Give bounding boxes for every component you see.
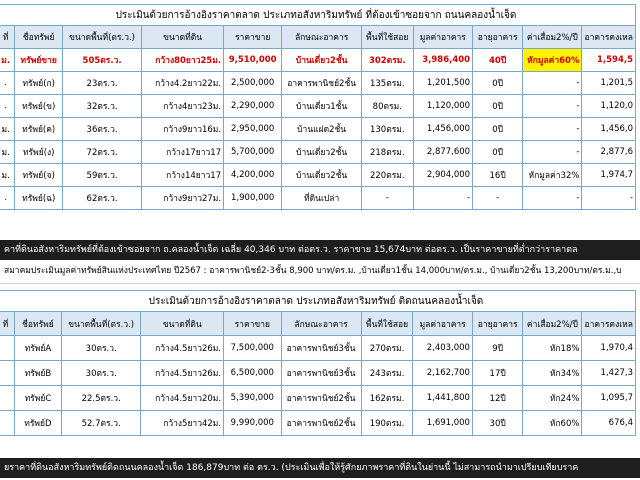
table-cell: กว้าง4.5ยาว26ม.	[141, 336, 224, 361]
column-header: ที่	[0, 26, 15, 49]
table-cell: 1,691,000	[413, 411, 473, 436]
table-cell: 0ปี	[473, 72, 523, 95]
table-cell: ม.	[0, 141, 15, 164]
table-cell: -	[413, 187, 473, 210]
table-cell: ทรัพย์(ฉ)	[15, 187, 63, 210]
table-cell: กว้าง14ยาว17	[142, 164, 224, 187]
table-cell: กว้าง4ยาว23ม.	[142, 95, 224, 118]
table-row	[0, 49, 636, 72]
table-cell: 0ปี	[473, 141, 523, 164]
table-cell: ทรัพย์A	[14, 336, 61, 361]
column-header: ชื่อทรัพย์	[14, 312, 61, 336]
table-cell: ทรัพย์(ง)	[15, 141, 63, 164]
table-cell: กว้าง9ยาว27ม.	[142, 187, 224, 210]
table-cell: 2,162,700	[413, 361, 473, 386]
table-cell: 40ปี	[473, 49, 523, 72]
table-cell: 16ปี	[473, 164, 523, 187]
summary-note: ยราคาที่ดินอสังหาริมทรัพย์ติดถนนคลองน้ำเจ็ด 186,879บาท ต่อ ตร.ว. (ประเมินเพื่อให้รู้ศักยภาพราคาที่ดินในย่านนี้ ไม่สามารถนำมาเปรียบเทียบราค	[0, 458, 640, 478]
table-cell: หัก24%	[523, 386, 582, 411]
table-cell: 17ปี	[472, 361, 522, 386]
table-cell: 1,201,500	[413, 72, 473, 95]
table-cell: 62ตร.ว.	[63, 187, 142, 210]
market-comparison-table-road	[0, 290, 636, 436]
table-cell: ทรัพย์(ค)	[15, 118, 63, 141]
column-header: ลักษณะอาคาร	[282, 26, 362, 49]
divider	[0, 283, 640, 284]
table-cell: 218ตรม.	[362, 141, 413, 164]
table-cell: บ้านเดี่ยว1ชั้น	[282, 95, 362, 118]
column-header: มูลค่าอาคาร	[413, 26, 473, 49]
table-cell: อาคารพานิชย์3ชั้น	[281, 336, 361, 361]
table-cell: กว้าง4.5ยาว20ม.	[141, 386, 224, 411]
table-cell: 0ปี	[473, 118, 523, 141]
table-cell: 80ตรม.	[362, 95, 413, 118]
table-cell: 2,500,000	[224, 72, 282, 95]
table-cell: 32ตร.ว.	[63, 95, 142, 118]
table-cell: 270ตรม.	[361, 336, 413, 361]
table-cell: หักมูลค่า32%	[523, 164, 582, 187]
table-row	[0, 336, 636, 361]
table-cell: บ้านเดี่ยว2ชั้น	[282, 49, 362, 72]
table-cell: 676,4	[582, 411, 636, 436]
table-cell: ที่ดินเปล่า	[282, 187, 362, 210]
table-cell: กว้าง4.5ยาว26ม.	[141, 361, 224, 386]
table-cell: 130ตรม.	[362, 118, 413, 141]
table-cell: 1,974,7	[582, 164, 636, 187]
table-cell: 1,120,000	[413, 95, 473, 118]
table-row	[0, 141, 636, 164]
table-cell: 52.7ตร.ว.	[61, 411, 141, 436]
table-cell: 72ตร.ว.	[63, 141, 142, 164]
table-cell: 1,427,3	[582, 361, 636, 386]
table-cell: 1,970,4	[582, 336, 636, 361]
table-cell	[0, 361, 14, 386]
column-header: อายุอาคาร	[473, 26, 523, 49]
table-row	[0, 72, 636, 95]
table-cell: 1,441,800	[413, 386, 473, 411]
table-cell: หัก60%	[523, 411, 582, 436]
table-row	[0, 411, 636, 436]
table-cell: 2,403,000	[413, 336, 473, 361]
table-cell: บ้านแฝด2ชั้น	[282, 118, 362, 141]
column-header: มูลค่าอาคาร	[413, 312, 473, 336]
table-cell: กว้าง4.2ยาว22ม.	[142, 72, 224, 95]
column-header: ราคาขาย	[224, 312, 281, 336]
table-cell: ม.	[0, 49, 15, 72]
table-cell: อาคารพานิชย์2ชั้น	[282, 72, 362, 95]
table-row	[0, 118, 636, 141]
table-cell: 1,456,000	[413, 118, 473, 141]
table-cell: ทรัพย์(ข)	[15, 95, 63, 118]
table-cell: ทรัพย์ขาย	[15, 49, 63, 72]
table-cell: -	[362, 187, 413, 210]
table-title: ประเมินด้วยการอ้างอิงราคาตลาด ประเภทอสังหาริมทรัพย์ ที่ต้องเข้าซอยจาก ถนนคลองน้ำเจ็ด	[0, 5, 636, 26]
table-row	[0, 95, 636, 118]
table-row	[0, 164, 636, 187]
table-cell: หัก18%	[523, 336, 582, 361]
table-cell: 4,200,000	[224, 164, 282, 187]
table-cell: 220ตรม.	[362, 164, 413, 187]
table-cell: -	[523, 187, 582, 210]
table-cell	[0, 411, 14, 436]
table-cell: 2,877,6	[582, 141, 636, 164]
table-cell: ม.	[0, 164, 15, 187]
column-header: ที่	[0, 312, 14, 336]
column-header: ค่าเสื่อม2%/ปี	[523, 312, 582, 336]
table-cell	[0, 336, 14, 361]
table-cell: 1,456,0	[582, 118, 636, 141]
table-cell: -	[523, 141, 582, 164]
table-row	[0, 187, 636, 210]
table-cell: บ้านเดี่ยว2ชั้น	[282, 164, 362, 187]
table-title: ประเมินด้วยการอ้างอิงราคาตลาด ประเภทอสังหาริมทรัพย์ ติดถนนคลองน้ำเจ็ด	[0, 291, 636, 312]
table-cell: ทรัพย์B	[14, 361, 61, 386]
table-cell: 59ตร.ว.	[63, 164, 142, 187]
table-row	[0, 386, 636, 411]
table-cell: กว้าง17ยาว17	[142, 141, 224, 164]
table-cell: -	[473, 187, 523, 210]
table-cell: 30ตร.ว.	[61, 336, 141, 361]
column-header: ขนาดที่ดิน	[141, 312, 224, 336]
column-header: ชื่อทรัพย์	[15, 26, 63, 49]
table-cell: 9,510,000	[224, 49, 282, 72]
table-cell: ทรัพย์C	[14, 386, 61, 411]
column-header: พื้นที่ใช้สอย	[362, 26, 413, 49]
table-cell: หัก34%	[523, 361, 582, 386]
column-header: อาคารคงเหล	[582, 312, 636, 336]
table-cell: 6,500,000	[224, 361, 281, 386]
table-cell: กว้าง9ยาว16ม.	[142, 118, 224, 141]
table-cell: 36ตร.ว.	[63, 118, 142, 141]
table-cell: 135ตรม.	[362, 72, 413, 95]
table-cell: ม.	[0, 118, 15, 141]
column-header: ขนาดที่ดิน	[142, 26, 224, 49]
table-cell: 9ปี	[472, 336, 522, 361]
table-cell: 2,877,600	[413, 141, 473, 164]
table-cell: 3,986,400	[413, 49, 473, 72]
table-cell: 7,500,000	[224, 336, 281, 361]
table-cell: 0ปี	[473, 95, 523, 118]
table-cell: 1,095,7	[582, 386, 636, 411]
table-cell: ทรัพย์(จ)	[15, 164, 63, 187]
table-cell: 162ตรม.	[361, 386, 413, 411]
table-cell: 1,120,0	[582, 95, 636, 118]
table-cell: บ้านเดี่ยว2ชั้น	[282, 141, 362, 164]
table-cell: 302ตรม.	[362, 49, 413, 72]
table-cell: อาคารพานิชย์2ชั้น	[281, 386, 361, 411]
table-cell: ทรัพย์D	[14, 411, 61, 436]
table-cell: .	[0, 187, 15, 210]
column-header: อายุอาคาร	[472, 312, 522, 336]
table-cell: -	[582, 187, 636, 210]
table-cell: 2,904,000	[413, 164, 473, 187]
table-cell: 243ตรม.	[361, 361, 413, 386]
table-cell	[0, 386, 14, 411]
column-header: ราคาขาย	[224, 26, 282, 49]
reference-note: สมาคมประเมินมูลค่าทรัพย์สินแห่งประเทศไทย ปี2567 : อาคารพานิชย์2-3ชั้น 8,900 บาท/ตร.ม. ,บ้านเดี่ยว1ชั้น 14,000บาท/ตร.ม., บ้านเดี่ยว2ชั้น 13,200บาท/ตร.ม.,บ	[4, 266, 622, 276]
table-cell: .	[0, 72, 15, 95]
table-cell: 5,390,000	[224, 386, 281, 411]
table-cell: อาคารพานิชย์3ชั้น	[281, 361, 361, 386]
table-cell: 12ปี	[472, 386, 522, 411]
table-cell: 1,900,000	[224, 187, 282, 210]
table-cell: -	[523, 118, 582, 141]
table-cell: 30ตร.ว.	[61, 361, 141, 386]
table-cell: 23ตร.ว.	[63, 72, 142, 95]
table-cell: 190ตรม.	[361, 411, 413, 436]
column-header: ขนาดพื้นที่(ตร.ว.)	[61, 312, 141, 336]
market-comparison-table-soi	[0, 4, 636, 210]
column-header: อาคารคงเหล	[582, 26, 636, 49]
table-cell: 9,990,000	[224, 411, 281, 436]
table-cell: 2,290,000	[224, 95, 282, 118]
table-cell: 30ปี	[472, 411, 522, 436]
table-cell: อาคารพานิชย์2ชั้น	[281, 411, 361, 436]
column-header: ลักษณะอาคาร	[281, 312, 361, 336]
table-cell: -	[523, 95, 582, 118]
table-cell: ทรัพย์(ก)	[15, 72, 63, 95]
table-cell: 2,950,000	[224, 118, 282, 141]
table-cell: 5,700,000	[224, 141, 282, 164]
table-row	[0, 361, 636, 386]
table-cell: -	[523, 72, 582, 95]
table-cell: กว้าง80ยาว25ม.	[142, 49, 224, 72]
table-cell: หักมูลค่า60%	[523, 49, 582, 72]
column-header: พื้นที่ใช้สอย	[361, 312, 413, 336]
summary-note: คาที่ดินอสังหาริมทรัพย์ที่ต้องเข้าซอยจาก ถ.คลองน้ำเจ็ด เฉลี่ย 40,346 บาท ต่อตร.ว. ราคาขาย 15,674บาท ต่อตร.ว. เป็นราคาขายที่ต่ำกว่าราคาตล	[0, 240, 640, 260]
table-cell: 1,201,5	[582, 72, 636, 95]
column-header: ค่าเสื่อม2%/ปี	[523, 26, 582, 49]
table-cell: 1,594,5	[582, 49, 636, 72]
table-cell: 22.5ตร.ว.	[61, 386, 141, 411]
column-header: ขนาดพื้นที่(ตร.ว.)	[63, 26, 142, 49]
table-cell: 505ตร.ว.	[63, 49, 142, 72]
table-cell: .	[0, 95, 15, 118]
table-cell: กว้าง5ยาว42ม.	[141, 411, 224, 436]
